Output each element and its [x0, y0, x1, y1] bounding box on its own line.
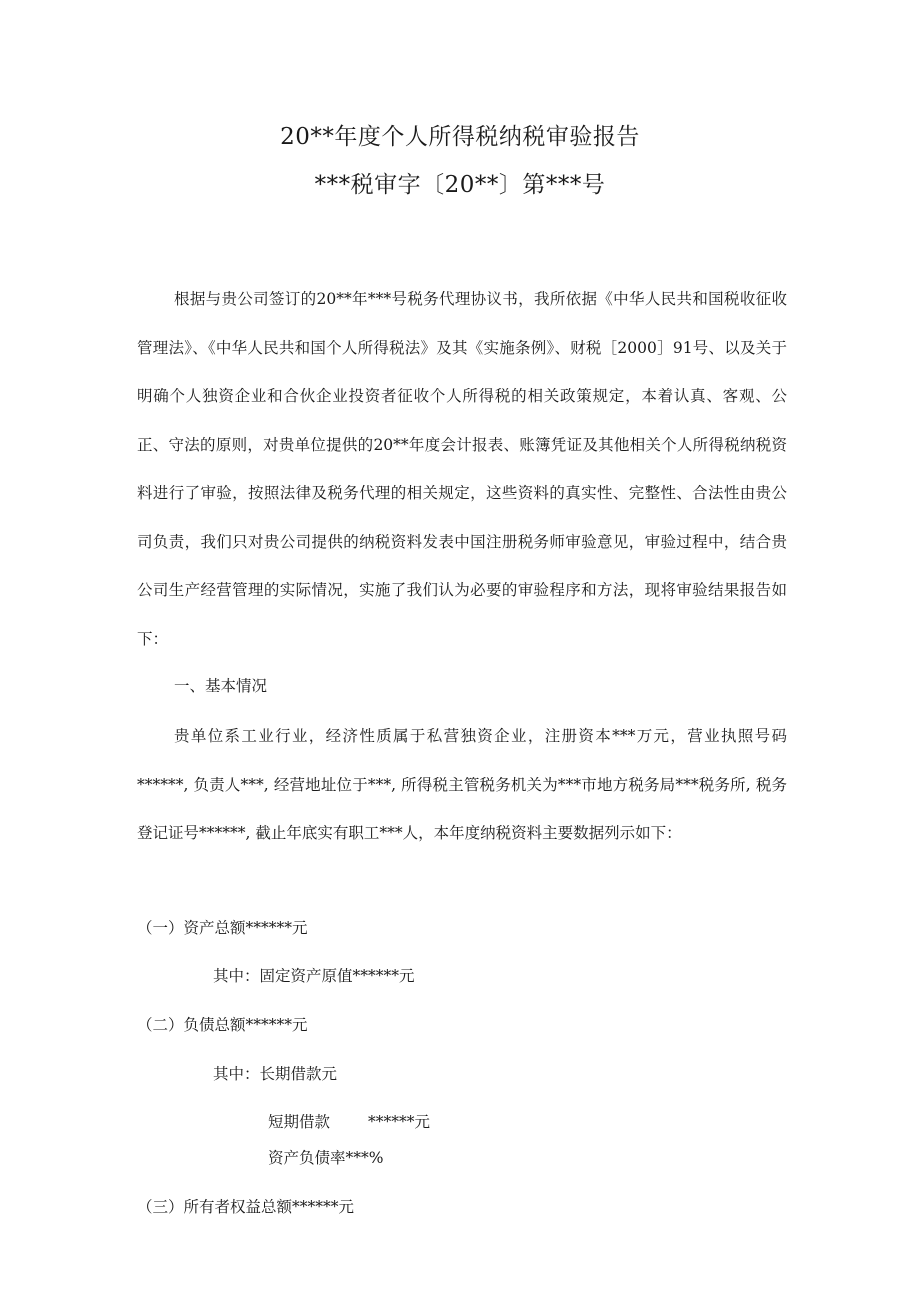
basic-info-paragraph: 贵单位系工业行业，经济性质属于私营独资企业，注册资本***万元，营业执照号码******, 负责人***, 经营地址位于***, 所得税主管税务机关为***市地方税务局***税务所, 税务登记证号******, 截止年底实有职工***人，本年度纳税资料主要数据列示如下： — [137, 727, 787, 842]
item-liabilities-total: （二）负债总额******元 — [137, 1016, 308, 1034]
item-fixed-assets: 其中：固定资产原值******元 — [213, 967, 415, 985]
document-number: ***税审字〔20**〕第***号 — [314, 172, 606, 198]
section-heading-basic-info: 一、基本情况 — [174, 677, 268, 695]
item-debt-ratio: 资产负债率***% — [268, 1149, 384, 1167]
item-equity-total: （三）所有者权益总额******元 — [137, 1198, 355, 1216]
short-term-loan-label: 短期借款 — [268, 1113, 331, 1131]
short-term-loan-value: ******元 — [368, 1113, 431, 1131]
intro-paragraph: 根据与贵公司签订的20**年***号税务代理协议书，我所依据《中华人民共和国税收征收管理法》、《中华人民共和国个人所得税法》及其《实施条例》、财税［2000］91号、以及关于明确个人独资企业和合伙企业投资者征收个人所得税的相关政策规定，本着认真、客观、公正、守法的原则，对贵单位提供的20**年度会计报表、账簿凭证及其他相关个人所得税纳税资料进行了审验，按照法律及税务代理的相关规定，这些资料的真实性、完整性、合法性由贵公司负责，我们只对贵公司提供的纳税资料发表中国注册税务师审验意见，审验过程中，结合贵公司生产经营管理的实际情况，实施了我们认为必要的审验程序和方法，现将审验结果报告如下： — [137, 290, 787, 648]
item-long-term-loan: 其中：长期借款元 — [213, 1065, 338, 1083]
item-assets-total: （一）资产总额******元 — [137, 919, 308, 937]
report-title: 20**年度个人所得税纳税审验报告 — [280, 124, 640, 150]
item-short-term-loan — [268, 1110, 430, 1132]
